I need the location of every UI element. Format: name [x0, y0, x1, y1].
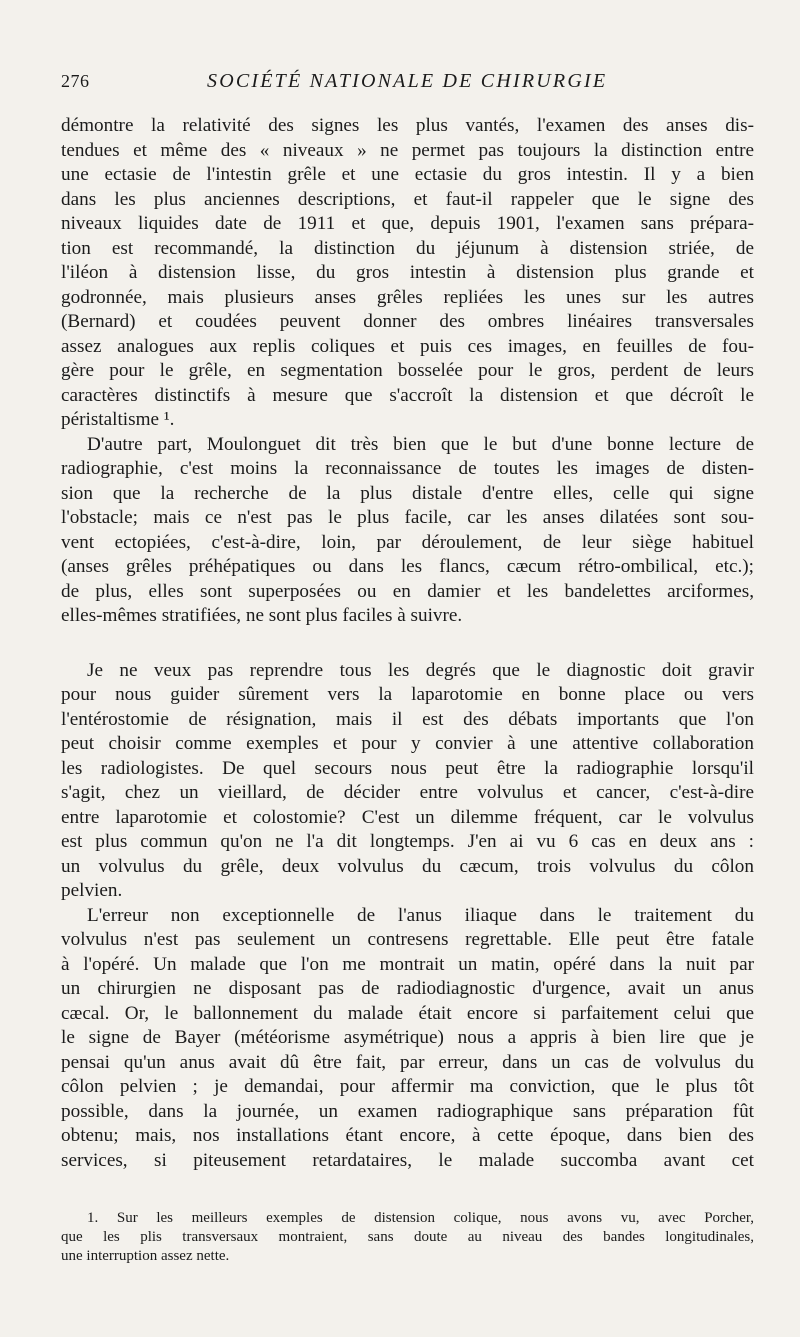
text-line: obtenu; mais, nos installations étant encore, à cette époque, dans bien des: [61, 1125, 754, 1146]
footnote-line: une interruption assez nette.: [61, 1248, 230, 1264]
text-line: caractères distinctifs à mesure que s'accroît la distension et que décroît le: [61, 384, 754, 406]
text-line: Je ne veux pas reprendre tous les degrés que le diagnostic doit gravir: [87, 659, 754, 681]
text-line: assez analogues aux replis coliques et puis ces images, en feuilles de fou-: [61, 335, 754, 357]
footnote-line: que les plis transversaux montraient, sans doute au niveau des bandes longitudinales,: [61, 1229, 754, 1245]
text-line: l'entérostomie de résignation, mais il est des débats importants que l'on: [61, 708, 754, 730]
running-title: SOCIÉTÉ NATIONALE DE CHIRURGIE: [207, 70, 608, 92]
text-line: D'autre part, Moulonguet dit très bien que le but d'une bonne lecture de: [87, 433, 754, 455]
text-line: (Bernard) et coudées peuvent donner des ombres linéaires transversales: [61, 311, 754, 332]
text-line: volvulus n'est pas seulement un contresens regrettable. Elle peut être fatale: [61, 929, 754, 950]
text-line: pensai qu'un anus avait dû être fait, par erreur, dans un cas de volvulus du: [61, 1051, 754, 1073]
text-line: pelvien.: [61, 880, 123, 901]
text-line: tion est recommandé, la distinction du jéjunum à distension striée, de: [61, 237, 754, 259]
text-line: le signe de Bayer (météorisme asymétrique) nous a appris à bien lire que je: [61, 1027, 754, 1048]
text-line: gère pour le grêle, en segmentation bosselée pour le gros, perdent de leurs: [61, 360, 754, 381]
body-text: [61, 114, 754, 1173]
text-line: elles-mêmes stratifiées, ne sont plus faciles à suivre.: [61, 605, 463, 626]
text-line: s'agit, chez un vieillard, de décider entre volvulus et cancer, c'est-à-dire: [61, 782, 754, 803]
text-line: est plus commun qu'on ne l'a dit longtemps. J'en ai vu 6 cas en deux ans :: [61, 831, 754, 852]
text-line: possible, dans la journée, un examen radiographique sans préparation fût: [61, 1100, 754, 1122]
text-line: L'erreur non exceptionnelle de l'anus iliaque dans le traitement du: [87, 904, 754, 926]
text-line: un volvulus du grêle, deux volvulus du cæcum, trois volvulus du côlon: [61, 855, 754, 877]
text-line: côlon pelvien ; je demandai, pour affermir ma conviction, que le plus tôt: [61, 1076, 754, 1097]
text-line: péristaltisme ¹.: [61, 409, 175, 430]
text-line: tendues et même des « niveaux » ne permet pas toujours la distinction entre: [61, 139, 754, 161]
text-line: l'iléon à distension lisse, du gros intestin à distension plus grande et: [61, 262, 754, 283]
text-line: pour nous guider sûrement vers la laparotomie en bonne place ou vers: [61, 684, 754, 705]
text-line: démontre la relativité des signes les plus vantés, l'examen des anses dis-: [61, 115, 754, 136]
text-line: dans les plus anciennes descriptions, et faut-il rappeler que le signe des: [61, 188, 754, 210]
footnote-line: 1. Sur les meilleurs exemples de distension colique, nous avons vu, avec Porcher,: [87, 1210, 754, 1226]
text-line: vent ectopiées, c'est-à-dire, loin, par déroulement, de leur siège habituel: [61, 531, 754, 553]
text-line: les radiologistes. De quel secours nous peut être la radiographie lorsqu'il: [61, 757, 754, 779]
text-line: services, si piteusement retardataires, le malade succomba avant cet: [61, 1149, 754, 1171]
page-header: [61, 70, 754, 98]
text-line: entre laparotomie et colostomie? C'est un dilemme fréquent, car le volvulus: [61, 806, 754, 828]
text-line: peut choisir comme exemples et pour y convier à une attentive collaboration: [61, 733, 754, 754]
paragraph-3: [61, 659, 754, 904]
paragraph-1: [61, 114, 754, 433]
text-line: sion que la recherche de la plus distale d'entre elles, celle qui signe: [61, 482, 754, 504]
text-line: un chirurgien ne disposant pas de radiodiagnostic d'urgence, avait un anus: [61, 978, 754, 999]
paragraph-4: [61, 904, 754, 1174]
page-number: 276: [61, 71, 90, 91]
text-line: l'obstacle; mais ce n'est pas le plus facile, car les anses dilatées sont sou-: [61, 507, 754, 528]
text-line: une ectasie de l'intestin grêle et une ectasie du gros intestin. Il y a bien: [61, 164, 754, 185]
section-gap: [61, 629, 754, 659]
paragraph-2: [61, 433, 754, 629]
text-line: de plus, elles sont superposées ou en damier et les bandelettes arciformes,: [61, 580, 754, 602]
text-line: niveaux liquides date de 1911 et que, depuis 1901, l'examen sans prépara-: [61, 213, 754, 234]
text-line: (anses grêles préhépatiques ou dans les flancs, cæcum rétro-ombilical, etc.);: [61, 556, 754, 577]
text-line: godronnée, mais plusieurs anses grêles repliées les unes sur les autres: [61, 286, 754, 308]
text-line: à l'opéré. Un malade que l'on me montrait un matin, opéré dans la nuit par: [61, 953, 754, 975]
text-line: radiographie, c'est moins la reconnaissance de toutes les images de disten-: [61, 458, 754, 479]
text-line: cæcal. Or, le ballonnement du malade était encore si parfaitement celui que: [61, 1002, 754, 1024]
footnote: [61, 1209, 754, 1266]
